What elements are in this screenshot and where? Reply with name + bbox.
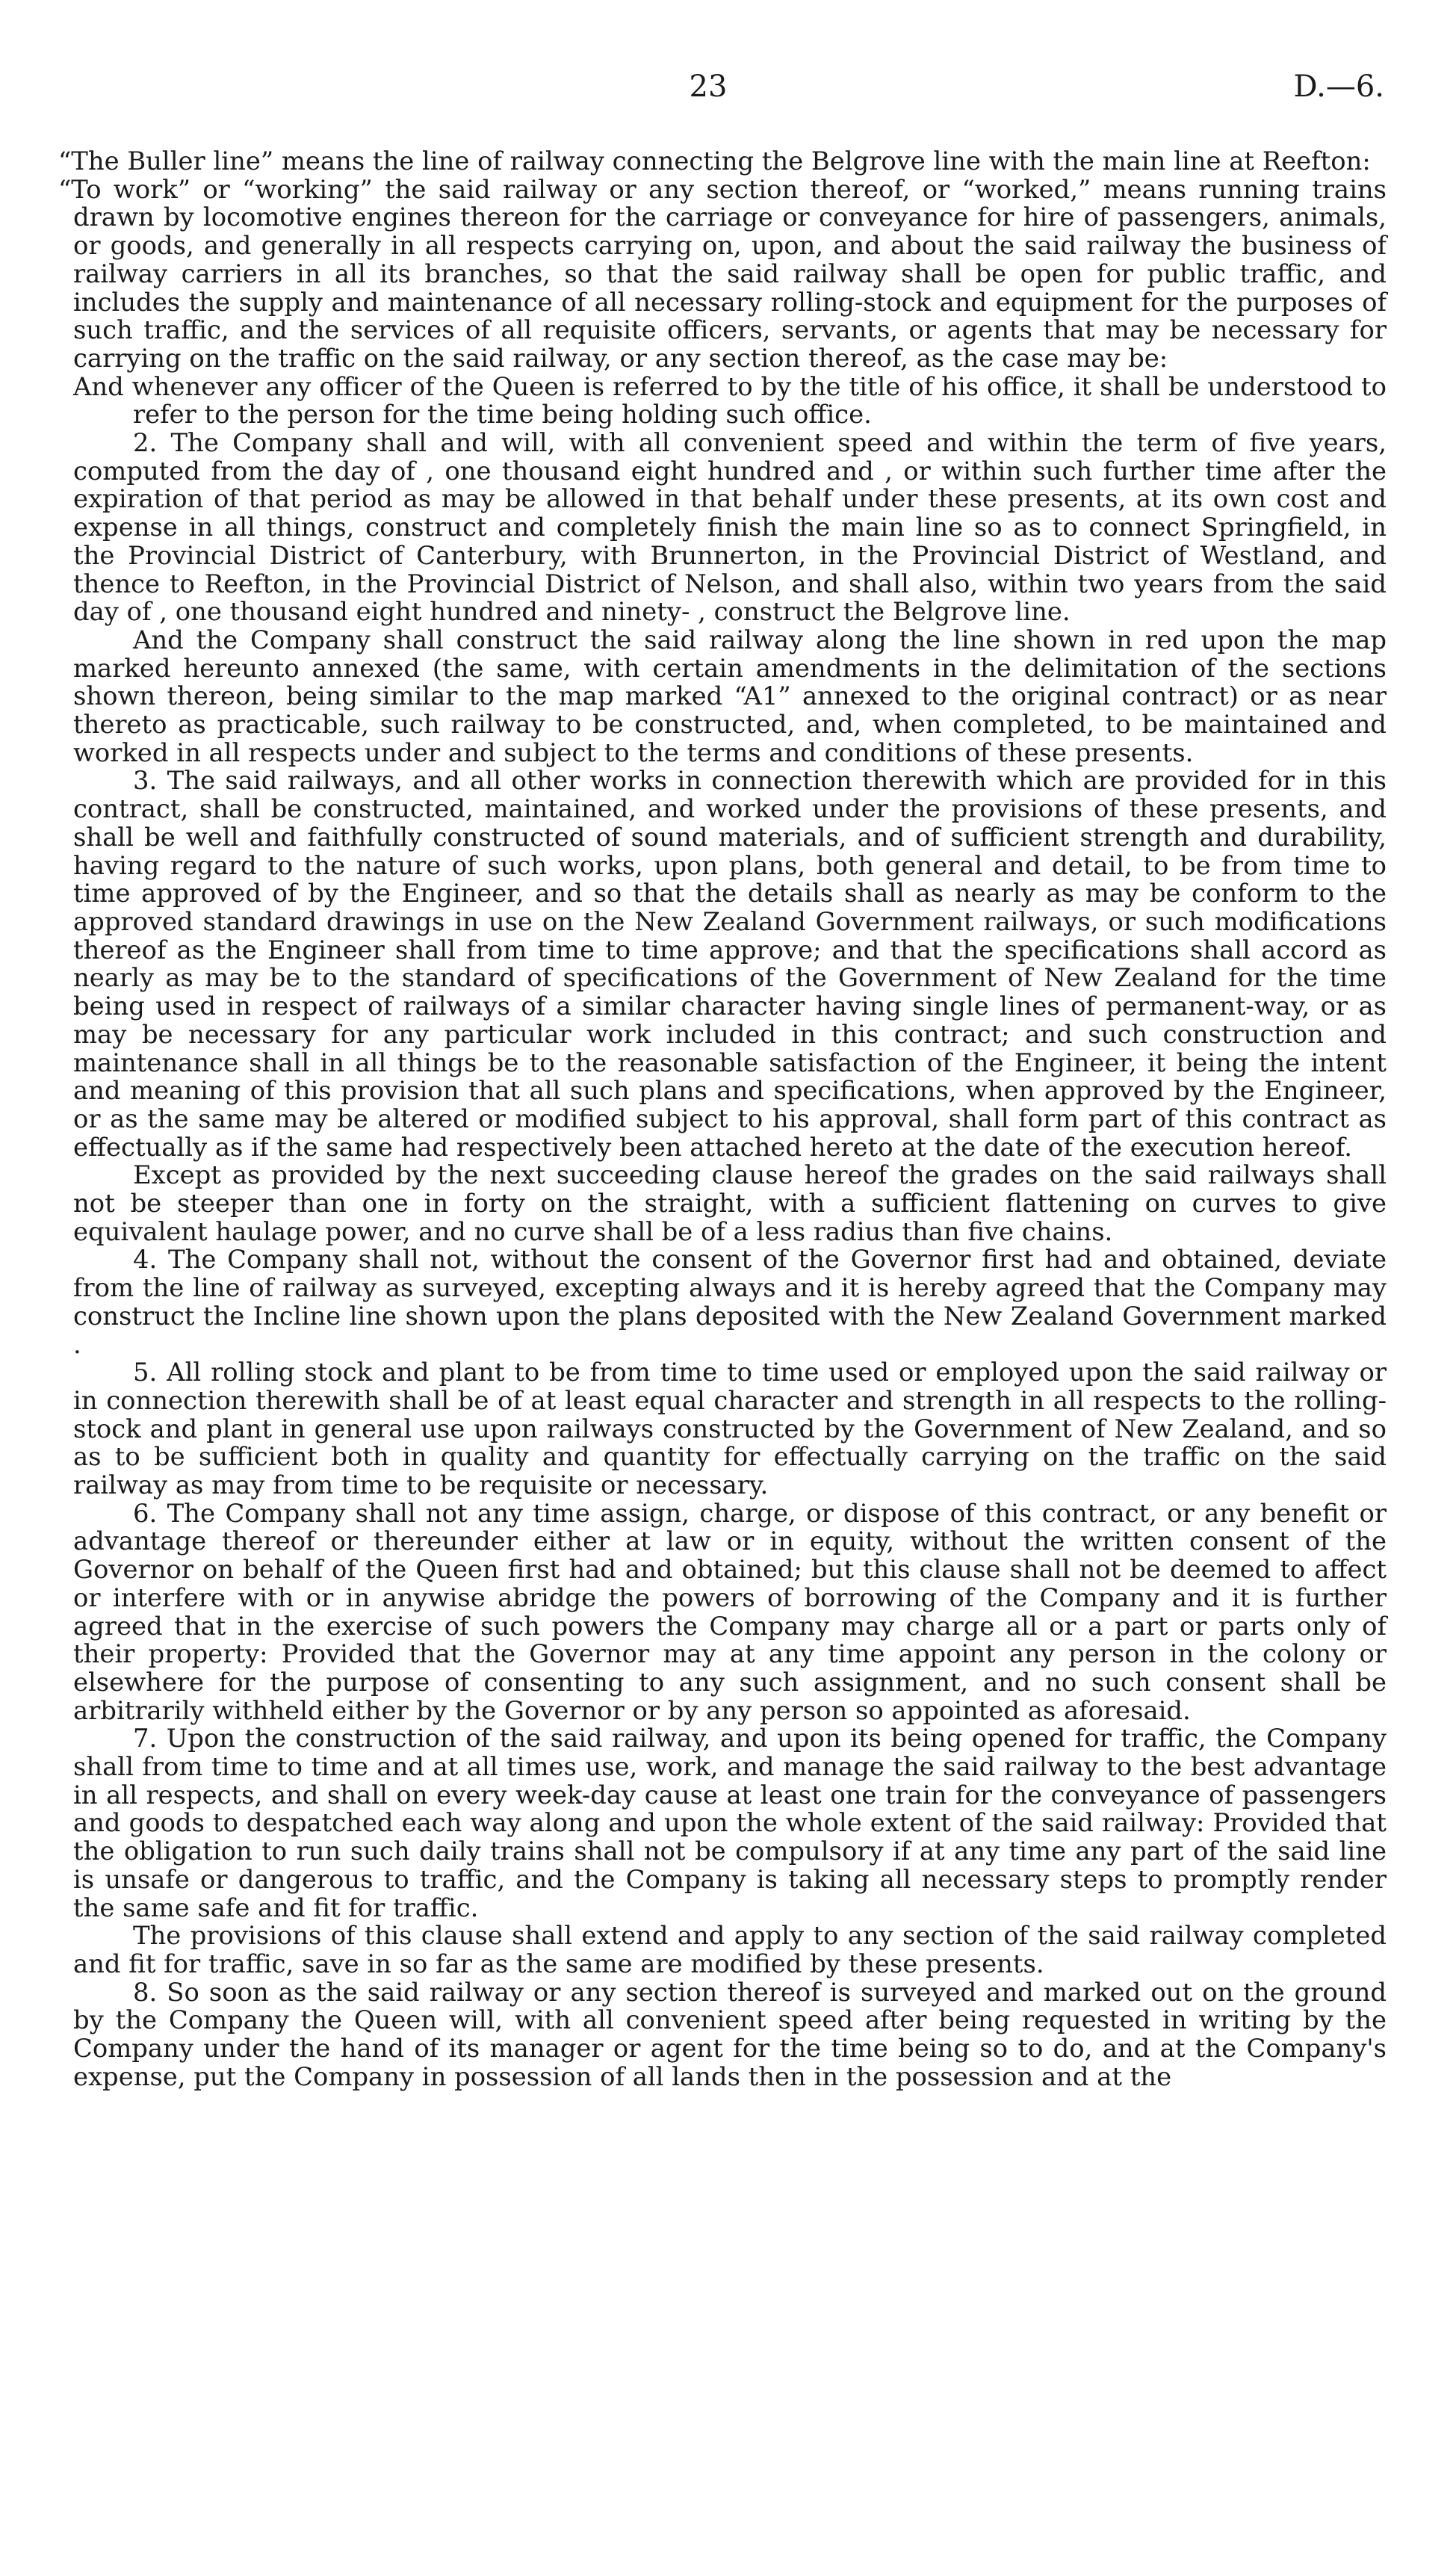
definition-buller-line: “The Buller line” means the line of railway connecting the Belgrove line with the main line at Reefton: bbox=[58, 146, 1371, 176]
clause-7: 7. Upon the construction of the said railway, and upon its being opened for traffic, the Company shall from time to time and at all times use, work, and manage the said railway to the best advantage in all respects, and shall on every week-day cause at least one train for the conveyance of passengers and goods to despatched each way along and upon the whole extent of the said railway: Provided that the obligation to run such daily trains shall not be compulsory if at any time any part of the said line is unsafe or dangerous to traffic, and the Company is taking all necessary steps to promptly render the same safe and fit for traffic. bbox=[73, 1724, 1387, 1922]
document-reference: D.—6. bbox=[1293, 69, 1384, 104]
page-number: 23 bbox=[689, 69, 728, 104]
clause-3: 3. The said railways, and all other works in connection therewith which are provided for in this contract, shall be constructed, maintained, and worked under the provisions of these presents, and shall be well and faithfully constructed of sound materials, and of sufficient strength and durability, having regard to the nature of such works, upon plans, both general and detail, to be from time to time approved of by the Engineer, and so that the details shall as nearly as may be conform to the approved standard drawings in use on the New Zealand Government railways, or such modifications thereof as the Engineer shall from time to time approve; and that the specifications shall accord as nearly as may be to the standard of specifications of the Government of New Zealand for the time being used in respect of railways of a similar character having single lines of permanent-way, or as may be necessary for any particular work included in this contract; and such construction and maintenance shall in all things be to the reasonable satisfaction of the Engineer, it being the intent and meaning of this provision that all such plans and specifications, when approved by the Engineer, or as the same may be altered or modified subject to his approval, shall form part of this contract as effectually as if the same had respectively been attached hereto at the date of the execution hereof. bbox=[73, 766, 1387, 1162]
clause-6: 6. The Company shall not any time assign, charge, or dispose of this contract, or any benefit or advantage thereof or thereunder either at law or in equity, without the written consent of the Governor on behalf of the Queen first had and obtained; but this clause shall not be deemed to affect or interfere with or in anywise abridge the powers of borrowing of the Company and it is further agreed that in the exercise of such powers the Company may charge all or a part or parts only of their property: Provided that the Governor may at any time appoint any person in the colony or elsewhere for the purpose of consenting to any such assignment, and no such consent shall be arbitrarily withheld either by the Governor or by any person so appointed as aforesaid. bbox=[73, 1498, 1387, 1725]
clause-4: 4. The Company shall not, without the consent of the Governor first had and obtained, deviate from the line of railway as surveyed, excepting always and it is hereby agreed that the Company may construct the Incline line shown upon the plans deposited with the New Zealand Government marked . bbox=[73, 1245, 1387, 1359]
clause-8: 8. So soon as the said railway or any section thereof is surveyed and marked out on the ground by the Company the Queen will, with all convenient speed after being requested in writing by the Company under the hand of its manager or agent for the time being so to do, and at the Company's expense, put the Company in possession of all lands then in the possession and at the bbox=[73, 1977, 1387, 2091]
document-body bbox=[58, 146, 1387, 2091]
clause-3-grades: Except as provided by the next succeeding clause hereof the grades on the said railways shall not be steeper than one in forty on the straight, with a sufficient flattening on curves to give equivalent haulage power, and no curve shall be of a less radius than five chains. bbox=[73, 1160, 1387, 1246]
clause-2: 2. The Company shall and will, with all convenient speed and within the term of five years, computed from the day of , one thousand eight hundred and , or within such further time after the expiration of that period as may be allowed in that behalf under these presents, at its own cost and expense in all things, construct and completely finish the main line so as to connect Springfield, in the Provincial District of Canterbury, with Brunnerton, in the Provincial District of Westland, and thence to Reefton, in the Provincial District of Nelson, and shall also, within two years from the said day of , one thousand eight hundred and ninety- , construct the Belgrove line. bbox=[73, 428, 1387, 627]
clause-7-provisions: The provisions of this clause shall extend and apply to any section of the said railway completed and fit for traffic, save in so far as the same are modified by these presents. bbox=[73, 1921, 1387, 1978]
clause-5: 5. All rolling stock and plant to be from time to time used or employed upon the said railway or in connection therewith shall be of at least equal character and strength in all respects to the rolling-stock and plant in general use upon railways constructed by the Government of New Zealand, and so as to be sufficient both in quality and quantity for effectually carrying on the traffic on the said railway as may from time to be requisite or necessary. bbox=[73, 1358, 1387, 1500]
clause-2-continued: And the Company shall construct the said railway along the line shown in red upon the map marked hereunto annexed (the same, with certain amendments in the delimitation of the sections shown thereon, being similar to the map marked “A1” annexed to the original contract) or as near thereto as practicable, such railway to be constructed, and, when completed, to be maintained and worked in all respects under and subject to the terms and conditions of these presents. bbox=[73, 625, 1387, 767]
clause-and-whenever: And whenever any officer of the Queen is referred to by the title of his office, it shall be understood to refer to the person for the time being holding such office. bbox=[73, 371, 1387, 430]
definition-to-work: “To work” or “working” the said railway or any section thereof, or “worked,” means running trains drawn by locomotive engines thereon for the carriage or conveyance for hire of passengers, animals, or goods, and generally in all respects carrying on, upon, and about the said railway the business of railway carriers in all its branches, so that the said railway shall be open for public traffic, and includes the supply and maintenance of all necessary rolling-stock and equipment for the purposes of such traffic, and the services of all requisite officers, servants, or agents that may be necessary for carrying on the traffic on the said railway, or any section thereof, as the case may be: bbox=[58, 174, 1387, 373]
